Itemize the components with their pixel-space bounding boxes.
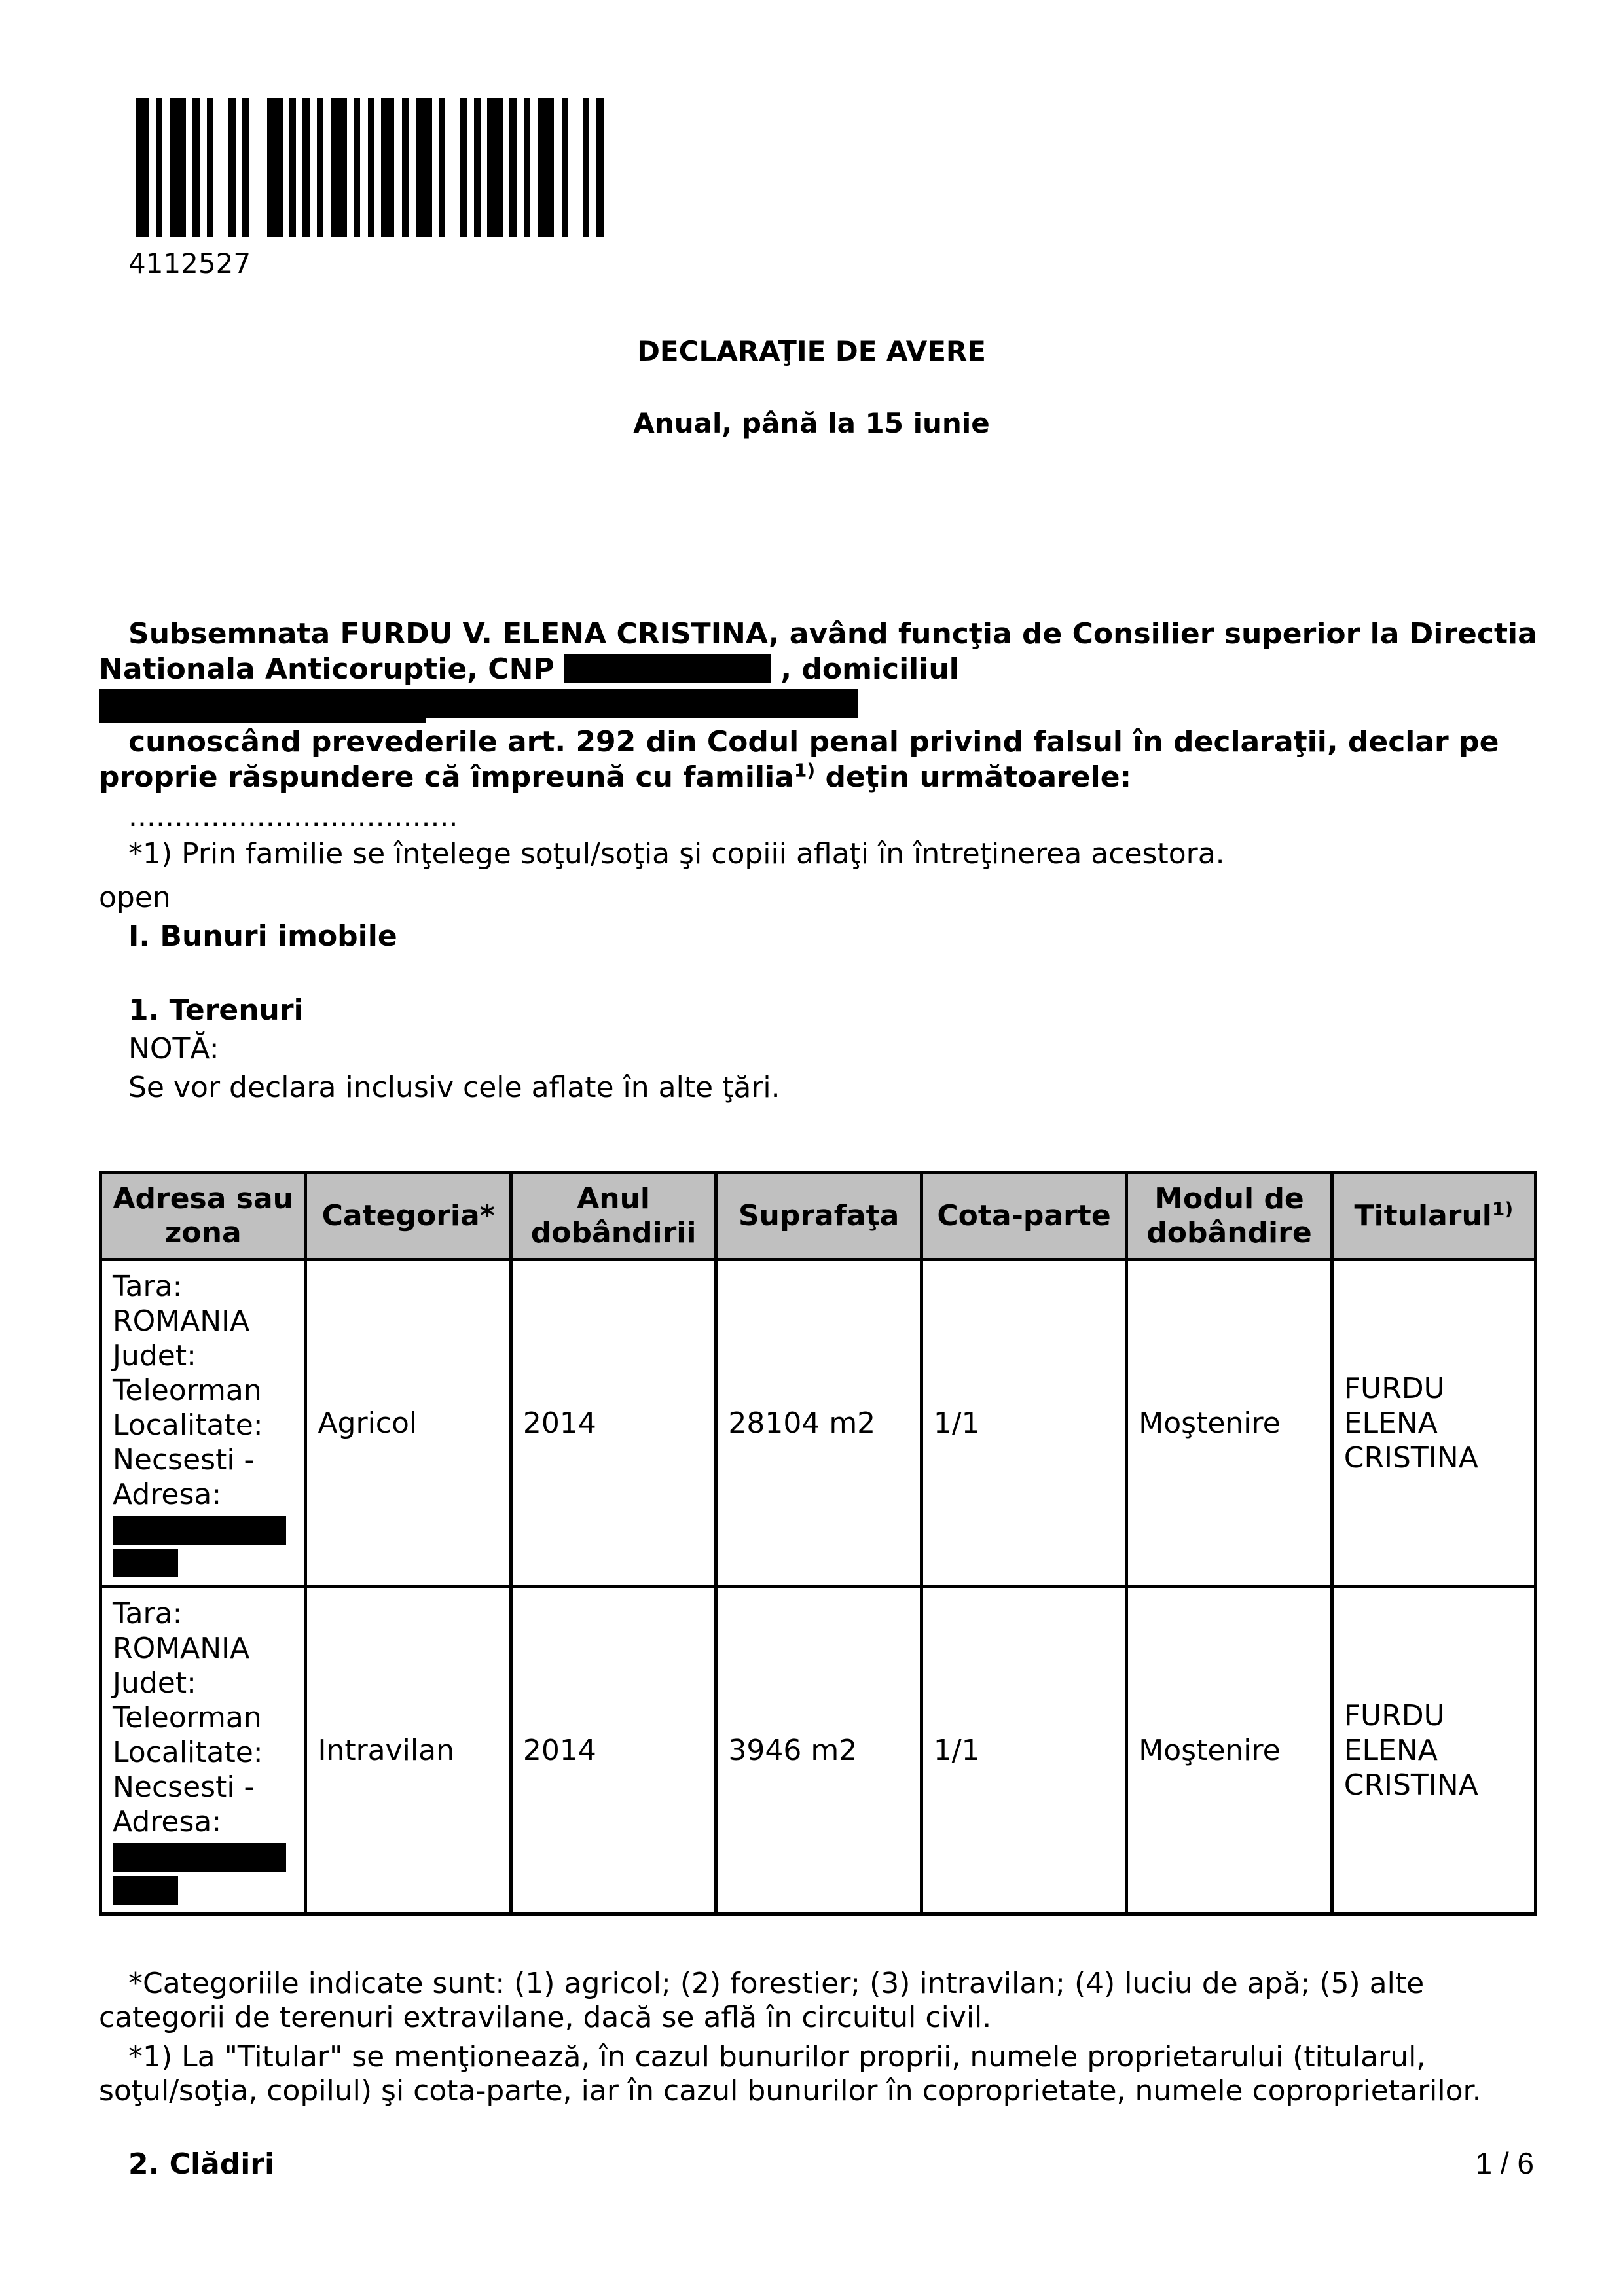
declaration-end: deţin următoarele: bbox=[825, 761, 1132, 794]
declaration-body: cunoscând prevederile art. 292 din Codul penal privind falsul în declaraţii, declar pe proprie răspundere că împreună cu familia bbox=[99, 725, 1499, 794]
address-line: ROMANIA bbox=[113, 1632, 250, 1665]
owner-line: FURDU bbox=[1343, 1699, 1445, 1732]
cell-area: 3946 m2 bbox=[716, 1587, 921, 1914]
domicile-label: , domiciliul bbox=[780, 653, 959, 686]
address-line: Necsesti - bbox=[113, 1443, 255, 1477]
cell-year: 2014 bbox=[511, 1587, 716, 1914]
declaration-text bbox=[99, 725, 1539, 795]
address-line: Adresa: bbox=[113, 1478, 222, 1511]
redacted-land-address bbox=[113, 1516, 286, 1545]
col-header-mode: Modul de dobândire bbox=[1127, 1173, 1332, 1260]
barcode-image bbox=[136, 98, 883, 237]
cell-category: Intravilan bbox=[306, 1587, 511, 1914]
owner-header-label: Titularul bbox=[1354, 1199, 1492, 1232]
owner-line: FURDU bbox=[1343, 1372, 1445, 1405]
barcode-number: 4112527 bbox=[128, 247, 251, 279]
cell-address bbox=[101, 1260, 306, 1587]
address-line: ROMANIA bbox=[113, 1304, 250, 1338]
owner-line: ELENA bbox=[1343, 1734, 1438, 1767]
cell-mode: Moştenire bbox=[1127, 1587, 1332, 1914]
cell-area: 28104 m2 bbox=[716, 1260, 921, 1587]
col-header-share: Cota-parte bbox=[921, 1173, 1126, 1260]
family-note: *1) Prin familie se înţelege soţul/soţia şi copiii aflaţi în întreţinerea acestora. bbox=[128, 837, 1225, 870]
subsection-title-land: 1. Terenuri bbox=[128, 994, 304, 1027]
note-label: NOTĂ: bbox=[128, 1032, 219, 1066]
address-line: Tara: bbox=[113, 1270, 183, 1303]
family-footnote-ref: 1) bbox=[793, 759, 816, 781]
redacted-land-address-2 bbox=[113, 1549, 178, 1577]
address-line: Adresa: bbox=[113, 1805, 222, 1839]
col-header-owner bbox=[1332, 1173, 1535, 1260]
owner-line: CRISTINA bbox=[1343, 1768, 1478, 1802]
address-line: Tara: bbox=[113, 1597, 183, 1630]
page-number: 1 / 6 bbox=[1475, 2146, 1534, 2180]
document-subtitle: Anual, până la 15 iunie bbox=[633, 407, 990, 439]
owner-line: CRISTINA bbox=[1343, 1441, 1478, 1475]
table-header-row bbox=[101, 1173, 1536, 1260]
cell-share: 1/1 bbox=[921, 1260, 1126, 1587]
redacted-land-address-2 bbox=[113, 1876, 178, 1905]
declarant-text: Subsemnata FURDU V. ELENA CRISTINA, având funcţia de Consilier superior la Directia Nationala Anticoruptie, CNP bbox=[99, 617, 1537, 686]
categories-footnote: *Categoriile indicate sunt: (1) agricol; (2) forestier; (3) intravilan; (4) luciu de apă; (5) alte categorii de terenuri extravilane, dacă se află în circuitul civil. bbox=[99, 1967, 1425, 2034]
col-header-address: Adresa sau zona bbox=[101, 1173, 306, 1260]
land-table bbox=[99, 1171, 1537, 1916]
subsection-title-buildings: 2. Clădiri bbox=[128, 2147, 275, 2181]
note-text: Se vor declara inclusiv cele aflate în alte ţări. bbox=[128, 1071, 780, 1104]
open-marker: open bbox=[99, 881, 171, 914]
cell-address bbox=[101, 1587, 306, 1914]
col-header-category: Categoria* bbox=[306, 1173, 511, 1260]
col-header-area: Suprafaţa bbox=[716, 1173, 921, 1260]
address-line: Teleorman bbox=[113, 1701, 262, 1734]
cell-category: Agricol bbox=[306, 1260, 511, 1587]
owner-line: ELENA bbox=[1343, 1407, 1438, 1440]
titular-footnote: *1) La "Titular" se menţionează, în cazul bunurilor proprii, numele proprietarului (titularul, soţul/soţia, copilul) şi cota-parte, iar în cazul bunurilor în coproprietate, numele coproprietarilor. bbox=[99, 2040, 1482, 2108]
address-line: Judet: bbox=[113, 1339, 196, 1372]
address-line: Localitate: bbox=[113, 1736, 263, 1769]
section-title-immovable: I. Bunuri imobile bbox=[128, 920, 397, 953]
cell-owner bbox=[1332, 1260, 1535, 1587]
redacted-address-continued bbox=[99, 694, 426, 723]
table-row bbox=[101, 1260, 1536, 1587]
redacted-cnp bbox=[564, 654, 771, 683]
address-line: Judet: bbox=[113, 1666, 196, 1700]
cell-owner bbox=[1332, 1587, 1535, 1914]
address-line: Necsesti - bbox=[113, 1770, 255, 1804]
dotted-line: .................................... bbox=[128, 800, 458, 833]
cell-year: 2014 bbox=[511, 1260, 716, 1587]
redacted-land-address bbox=[113, 1843, 286, 1872]
table-row bbox=[101, 1587, 1536, 1914]
col-header-year: Anul dobândirii bbox=[511, 1173, 716, 1260]
document-title: DECLARAŢIE DE AVERE bbox=[637, 335, 986, 367]
owner-footnote-ref: 1) bbox=[1491, 1198, 1514, 1220]
cell-mode: Moştenire bbox=[1127, 1260, 1332, 1587]
address-line: Teleorman bbox=[113, 1374, 262, 1407]
address-line: Localitate: bbox=[113, 1408, 263, 1442]
cell-share: 1/1 bbox=[921, 1587, 1126, 1914]
